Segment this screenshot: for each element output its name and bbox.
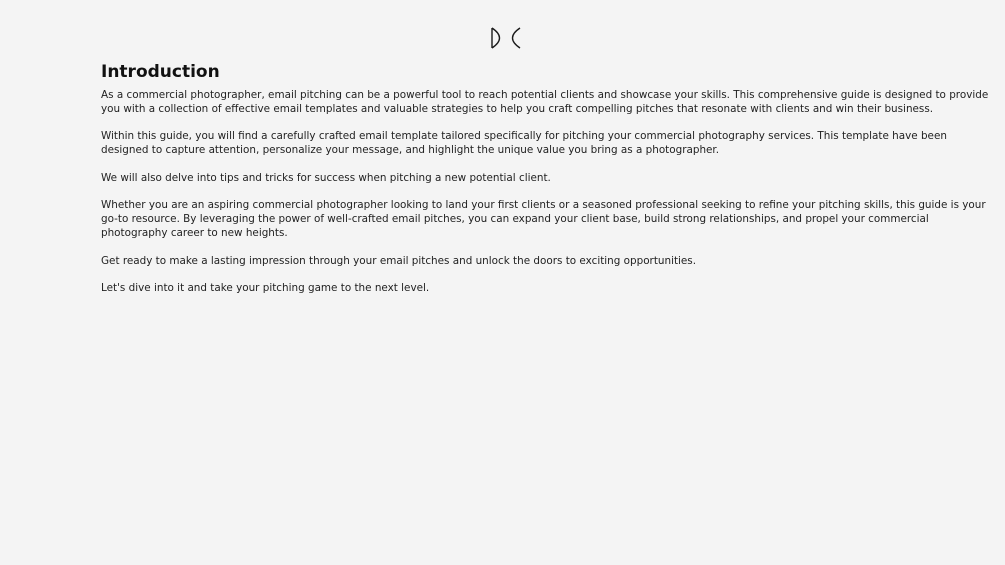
intro-paragraph-5: Get ready to make a lasting impression through your email pitches and unlock the doors to exciting opportunities. <box>101 254 697 267</box>
document-body <box>101 60 991 310</box>
intro-paragraph-4: Whether you are an aspiring commercial photographer looking to land your first clients or a seasoned professional seeking to refine your pitching skills, this guide is your go-to resource. By leveraging the power of well-crafted email pitches, you can expand your client base, build strong relationships, and propel your commercial photography career to new heights. <box>101 199 986 239</box>
dc-logo-icon <box>489 25 523 51</box>
intro-paragraph-1: As a commercial photographer, email pitching can be a powerful tool to reach potential clients and showcase your skills. This comprehensive guide is designed to provide you with a collection of effective email templates and valuable strategies to help you craft compelling pitches that resonate with clients and win their business. <box>101 89 989 115</box>
intro-paragraph-2: Within this guide, you will find a carefully crafted email template tailored specifically for pitching your commercial photography services. This template have been designed to capture attention, personalize your message, and highlight the unique value you bring as a photographer. <box>101 130 947 157</box>
intro-paragraph-3: We will also delve into tips and tricks for success when pitching a new potential client. <box>101 171 551 184</box>
intro-paragraph-6: Let's dive into it and take your pitching game to the next level. <box>101 282 430 295</box>
page-title: Introduction <box>101 62 220 82</box>
